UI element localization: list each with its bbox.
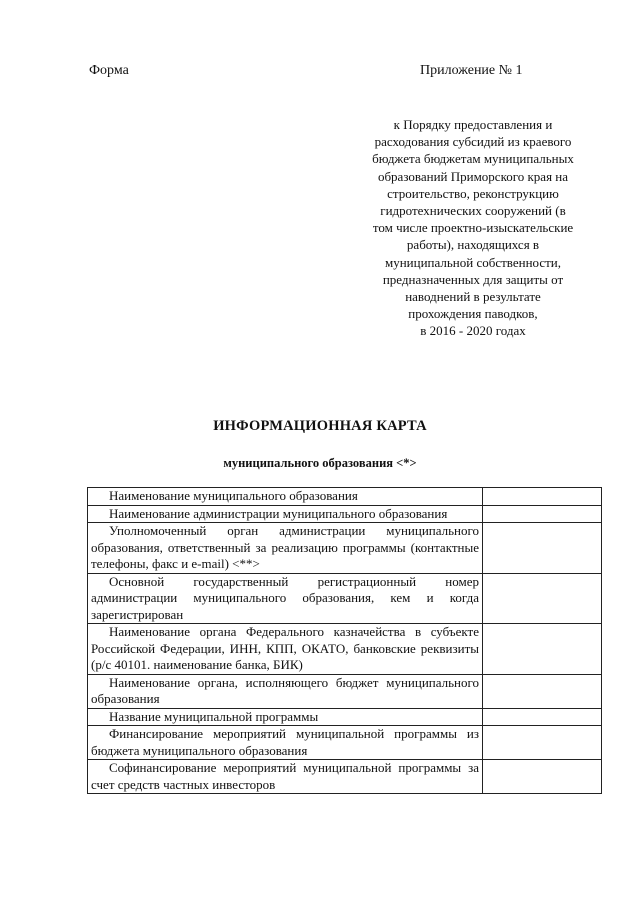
appendix-description-line: расходования субсидий из краевого bbox=[374, 134, 572, 150]
appendix-description-line: муниципальной собственности, bbox=[384, 254, 562, 270]
appendix-description-line: гидротехнических сооружений (в bbox=[380, 203, 566, 219]
form-label: Форма bbox=[89, 63, 129, 78]
appendix-label: Приложение № 1 bbox=[420, 63, 523, 78]
appendix-description-line: строительство, реконструкцию bbox=[387, 185, 559, 201]
table-row bbox=[88, 760, 602, 794]
row-label: Наименование органа, исполняющего бюджет муниципального образования bbox=[88, 674, 483, 708]
row-value-cell[interactable] bbox=[483, 573, 602, 624]
row-label: Уполномоченный орган администрации муниципального образования, ответственный за реализацию программы (контактные телефоны, факс и e-mail) <**> bbox=[88, 523, 483, 574]
row-value-cell[interactable] bbox=[483, 708, 602, 726]
row-value-cell[interactable] bbox=[483, 505, 602, 523]
table-row bbox=[88, 573, 602, 624]
appendix-description-line: предназначенных для защиты от bbox=[382, 271, 564, 287]
appendix-description-line: в 2016 - 2020 годах bbox=[420, 323, 526, 339]
row-label: Наименование администрации муниципального образования bbox=[88, 505, 483, 523]
row-value-cell[interactable] bbox=[483, 523, 602, 574]
row-label: Наименование органа Федерального казначейства в субъекте Российской Федерации, ИНН, КПП, ОКАТО, банковские реквизиты (р/с 40101. наименование банка, БИК) bbox=[88, 624, 483, 675]
row-label: Название муниципальной программы bbox=[88, 708, 483, 726]
appendix-description bbox=[352, 116, 594, 340]
row-label: Софинансирование мероприятий муниципальной программы за счет средств частных инвесторов bbox=[88, 760, 483, 794]
row-label: Финансирование мероприятий муниципальной программы из бюджета муниципального образования bbox=[88, 726, 483, 760]
appendix-description-line: к Порядку предоставления и bbox=[393, 117, 553, 132]
table-row bbox=[88, 726, 602, 760]
information-card-table bbox=[87, 487, 602, 794]
table-row bbox=[88, 624, 602, 675]
appendix-description-line: наводнений в результате bbox=[405, 289, 541, 305]
appendix-description-line: образований Приморского края на bbox=[377, 168, 569, 184]
appendix-description-line: том числе проектно-изыскательские bbox=[372, 220, 574, 236]
row-label: Наименование муниципального образования bbox=[88, 488, 483, 506]
table-row bbox=[88, 708, 602, 726]
table-row bbox=[88, 523, 602, 574]
row-value-cell[interactable] bbox=[483, 624, 602, 675]
appendix-description-line: работы), находящихся в bbox=[406, 237, 540, 253]
document-subtitle: муниципального образования <*> bbox=[223, 456, 417, 470]
row-value-cell[interactable] bbox=[483, 726, 602, 760]
document-title: ИНФОРМАЦИОННАЯ КАРТА bbox=[213, 418, 427, 434]
row-value-cell[interactable] bbox=[483, 674, 602, 708]
table-row bbox=[88, 488, 602, 506]
table-row bbox=[88, 674, 602, 708]
row-value-cell[interactable] bbox=[483, 760, 602, 794]
appendix-description-line: прохождения паводков, bbox=[408, 306, 538, 322]
row-label: Основной государственный регистрационный номер администрации муниципального образования, кем и когда зарегистрирован bbox=[88, 573, 483, 624]
table-row bbox=[88, 505, 602, 523]
appendix-description-line: бюджета бюджетам муниципальных bbox=[372, 151, 574, 167]
row-value-cell[interactable] bbox=[483, 488, 602, 506]
